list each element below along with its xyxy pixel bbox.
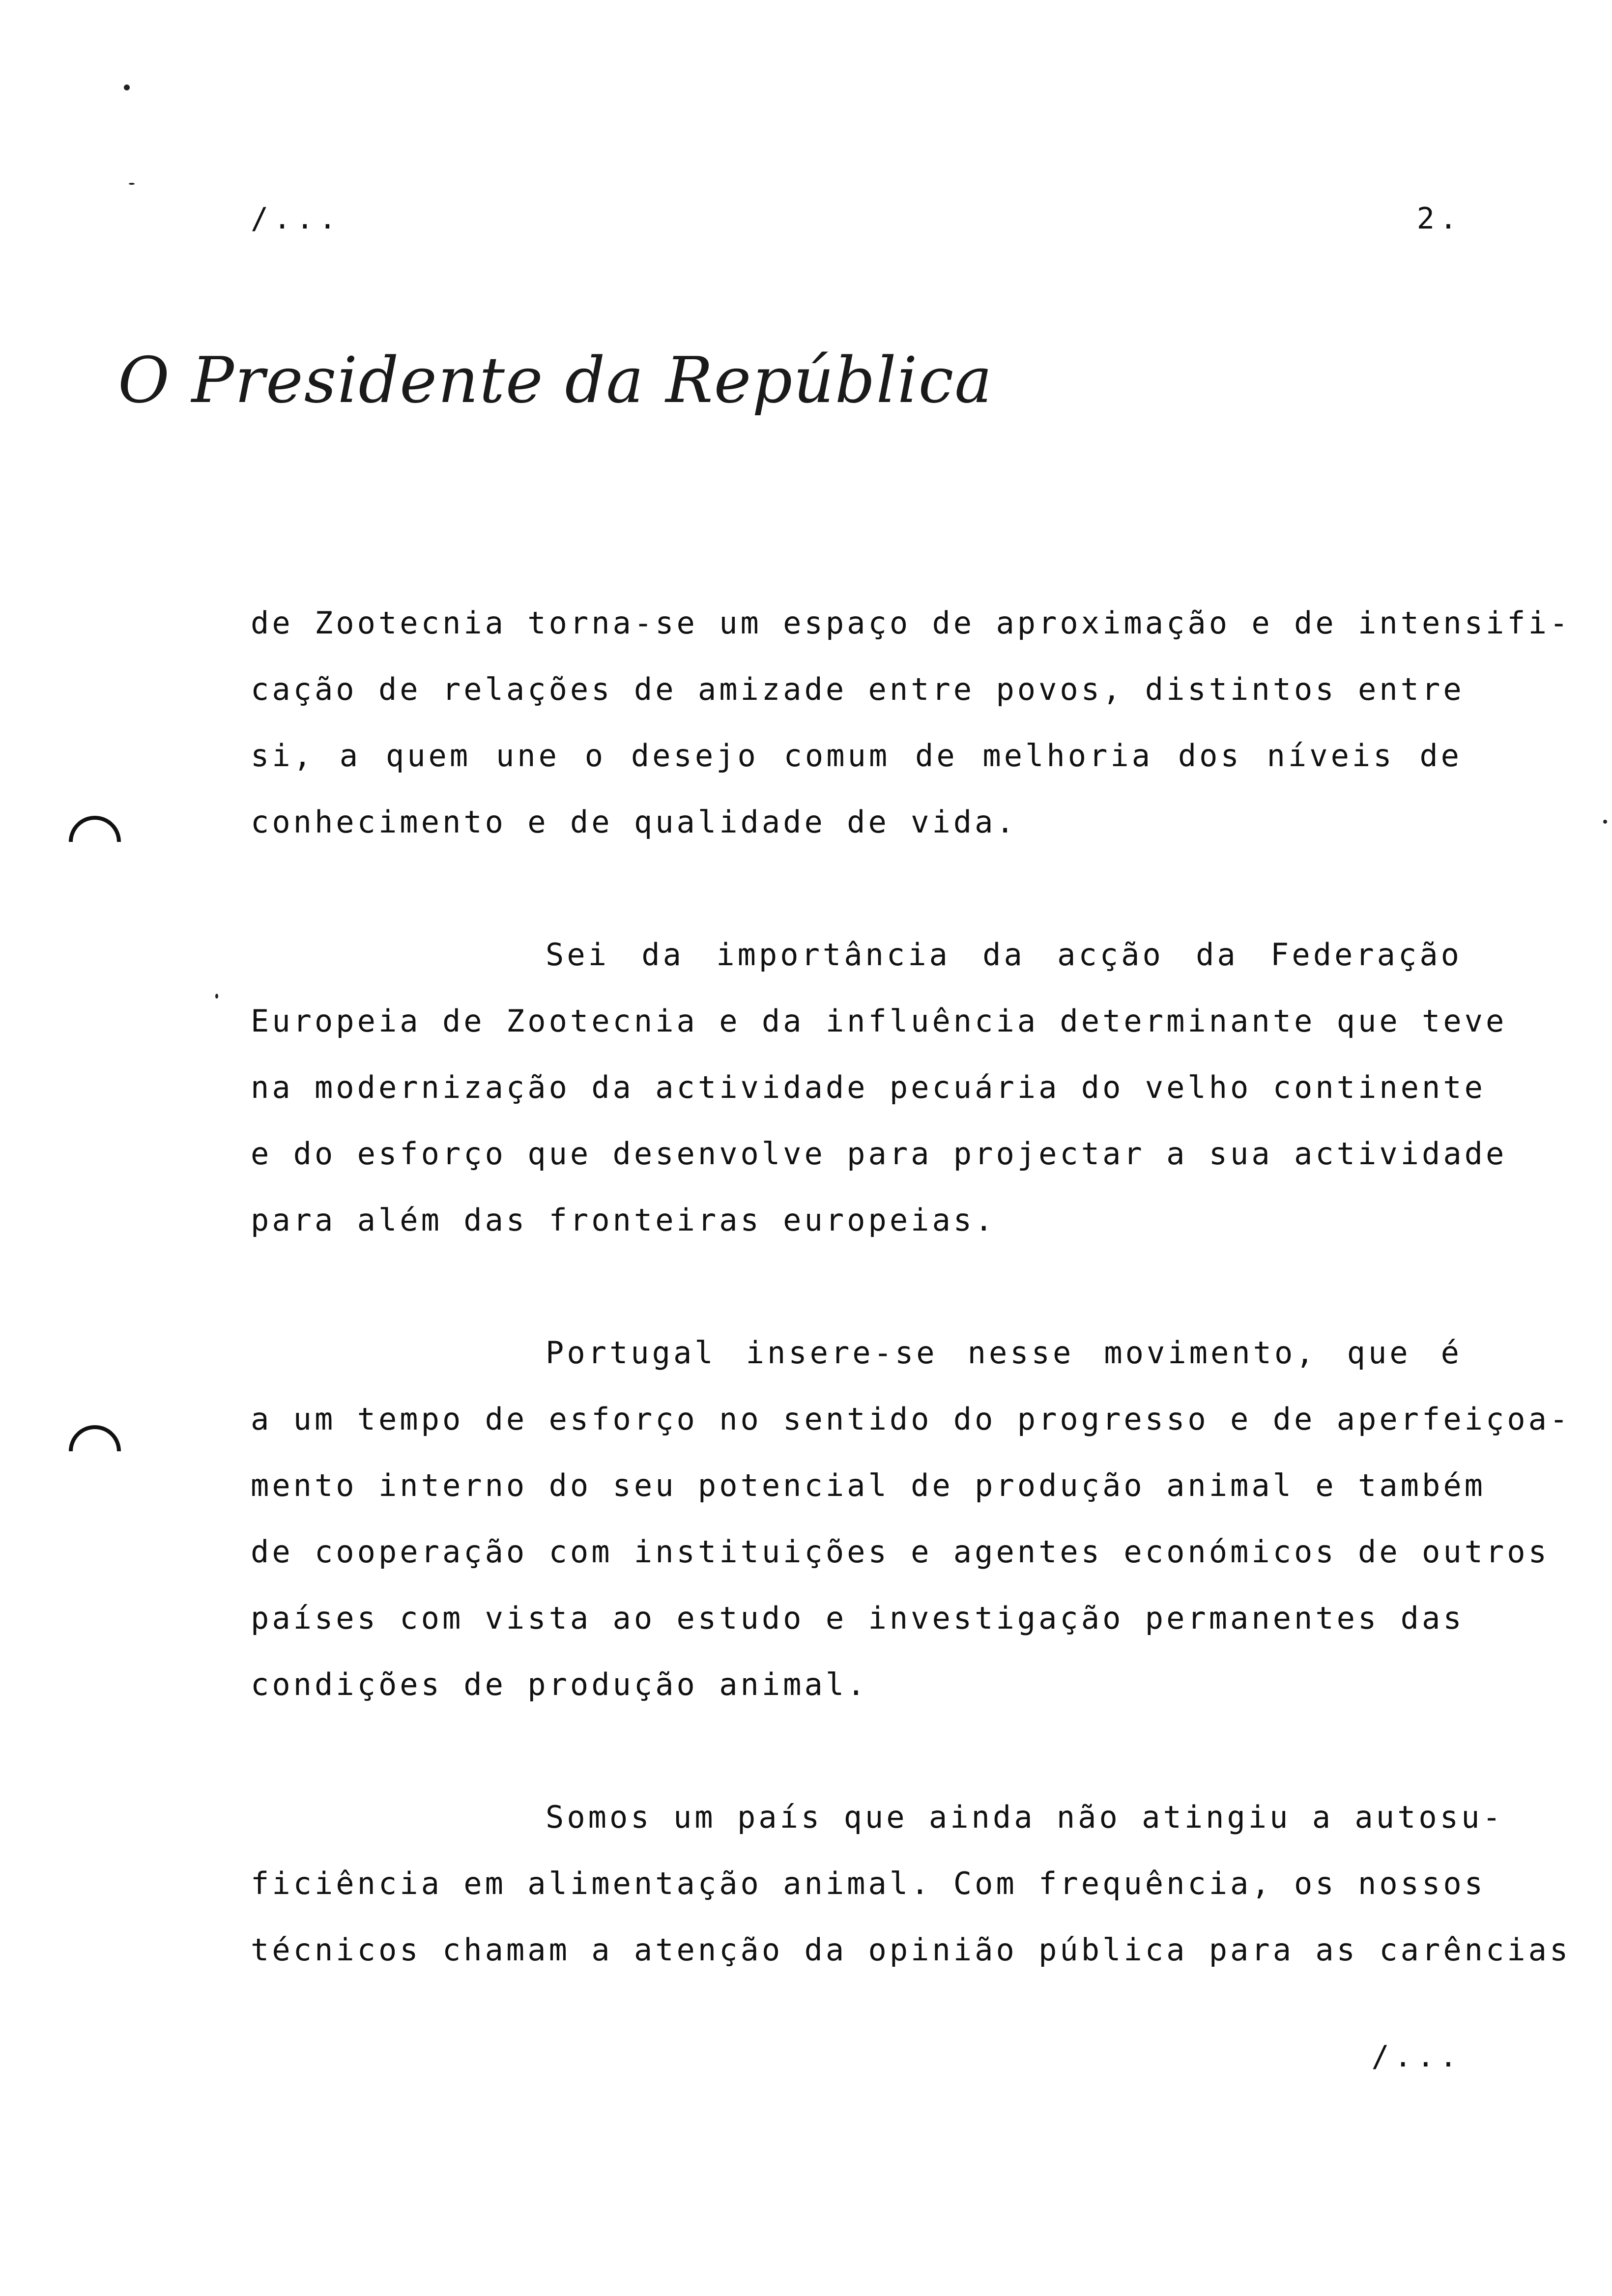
punch-hole-mark	[58, 805, 132, 879]
paragraph	[251, 921, 1507, 1253]
text-line: de cooperação com instituições e agentes económicos de outros	[251, 1534, 1550, 1570]
text-line: cação de relações de amizade entre povos, distintos entre	[251, 671, 1465, 707]
footer-continuation-mark: /...	[1371, 2039, 1462, 2074]
paragraph	[251, 1320, 1571, 1718]
page-number: 2.	[1416, 201, 1462, 236]
text-line: e do esforço que desenvolve para projectar a sua actividade	[251, 1136, 1507, 1172]
scan-speck	[1603, 820, 1607, 824]
scan-speck	[124, 85, 130, 90]
text-line: condições de produção animal.	[251, 1666, 868, 1702]
text-line: Somos um país que ainda não atingiu a autosu-	[546, 1799, 1504, 1835]
scan-speck	[215, 994, 218, 999]
text-line: Sei da importância da acção da Federação	[546, 937, 1462, 973]
header-continuation-mark: /...	[251, 201, 342, 236]
text-line: na modernização da actividade pecuária do velho continente	[251, 1069, 1486, 1105]
text-line: Portugal insere-se nesse movimento, que é	[546, 1335, 1462, 1371]
text-line: a um tempo de esforço no sentido do progresso e de aperfeiçoa-	[251, 1401, 1571, 1437]
text-line: conhecimento e de qualidade de vida.	[251, 804, 1017, 840]
text-line: para além das fronteiras europeias.	[251, 1202, 996, 1238]
text-line: países com vista ao estudo e investigação permanentes das	[251, 1600, 1465, 1636]
text-line: si, a quem une o desejo comum de melhoria dos níveis de	[251, 738, 1462, 774]
text-line: mento interno do seu potencial de produção animal e também	[251, 1467, 1486, 1503]
scan-speck	[129, 183, 135, 185]
punch-hole-mark	[58, 1414, 132, 1488]
presidential-letterhead: O Presidente da República	[118, 344, 993, 417]
text-line: de Zootecnia torna-se um espaço de aproximação e de intensifi-	[251, 605, 1571, 641]
paragraph	[251, 1784, 1571, 1983]
text-line: ficiência em alimentação animal. Com frequência, os nossos	[251, 1866, 1486, 1901]
text-line: Europeia de Zootecnia e da influência determinante que teve	[251, 1003, 1507, 1039]
letter-body	[251, 590, 1571, 1983]
paragraph	[251, 590, 1571, 855]
text-line: técnicos chamam a atenção da opinião pública para as carências	[251, 1932, 1571, 1968]
